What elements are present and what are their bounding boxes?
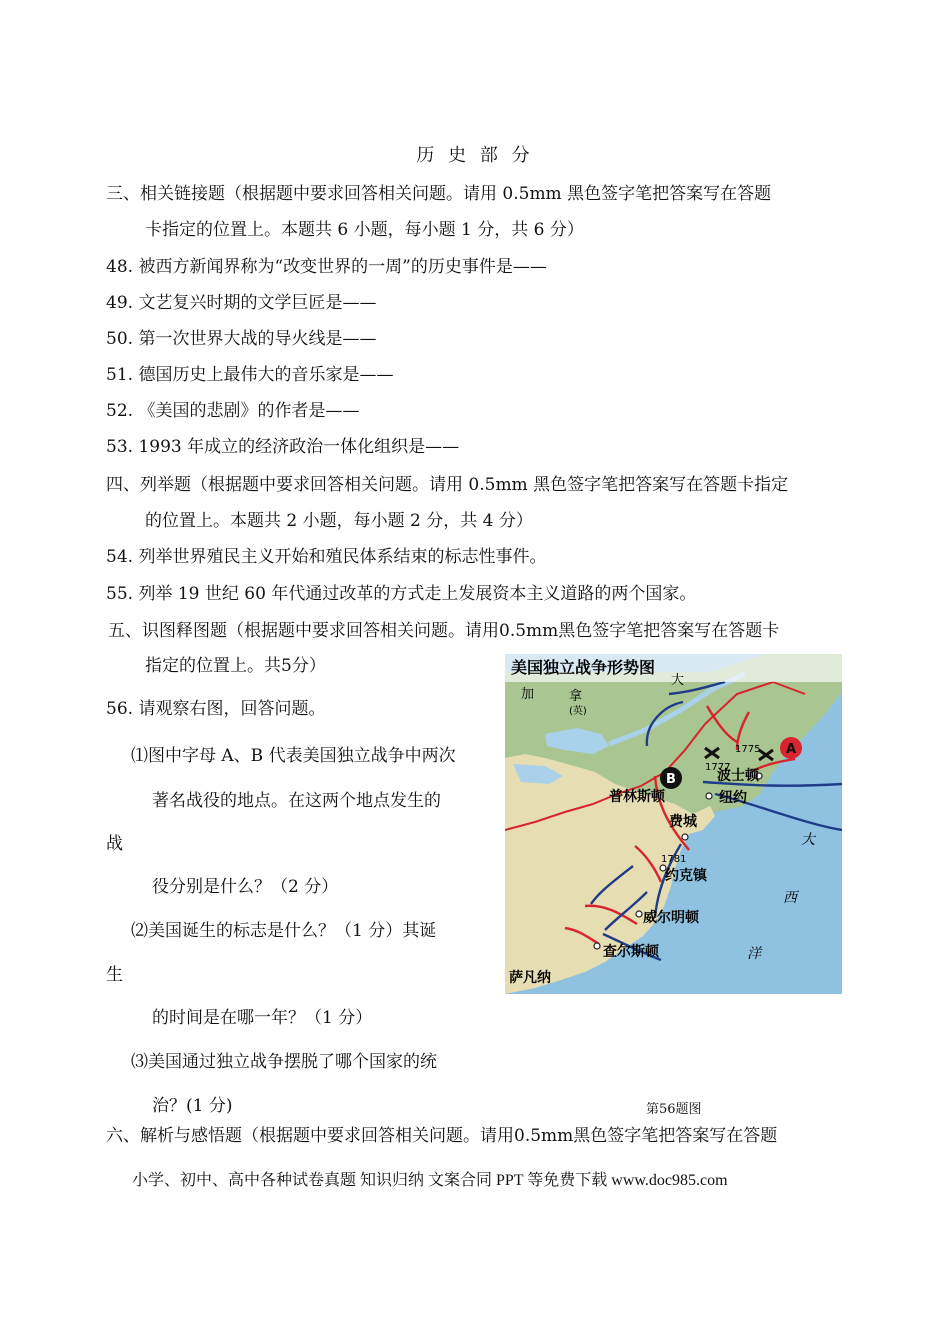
question-50: 50. 第一次世界大战的导火线是—— — [106, 329, 377, 349]
label-canada-2: 拿 — [569, 689, 583, 704]
label-wilmington: 威尔明顿 — [643, 910, 699, 926]
question-56-3-line1: ⑶美国通过独立战争摆脱了哪个国家的统 — [131, 1052, 437, 1072]
label-boston: 波士顿 — [717, 768, 759, 784]
label-ocean-3: 洋 — [747, 946, 761, 962]
label-ocean-2: 西 — [783, 890, 797, 906]
question-52: 52. 《美国的悲剧》的作者是—— — [106, 401, 360, 421]
question-49: 49. 文艺复兴时期的文学巨匠是—— — [106, 293, 377, 313]
label-savannah: 萨凡纳 — [509, 970, 551, 986]
map-title: 美国独立战争形势图 — [511, 658, 656, 677]
question-53: 53. 1993 年成立的经济政治一体化组织是—— — [106, 437, 460, 457]
label-newyork: 纽约 — [719, 790, 747, 806]
war-map — [505, 654, 842, 994]
label-marker-a: A — [786, 742, 797, 757]
label-uk: (英) — [569, 706, 587, 717]
question-48: 48. 被西方新闻界称为“改变世界的一周”的历史事件是—— — [106, 257, 547, 277]
question-51: 51. 德国历史上最伟大的音乐家是—— — [106, 365, 394, 385]
label-ocean-1: 大 — [801, 832, 815, 848]
label-yorktown: 约克镇 — [665, 868, 707, 884]
section-3-heading-cont: 卡指定的位置上。本题共 6 小题，每小题 1 分，共 6 分） — [145, 220, 584, 240]
question-56-2-line2: 生 — [106, 965, 123, 985]
map-caption: 第56题图 — [646, 1102, 702, 1117]
label-canada-1: 加 — [521, 687, 535, 702]
question-56-1-line3: 战 — [106, 834, 123, 854]
label-princeton: 普林斯顿 — [609, 789, 665, 805]
section-4-heading: 四、列举题（根据题中要求回答相关问题。请用 0.5mm 黑色签字笔把答案写在答题卡指定 — [106, 475, 789, 495]
label-marker-b: B — [666, 772, 676, 787]
question-56: 56. 请观察右图，回答问题。 — [106, 699, 326, 719]
question-56-2-line1: ⑵美国诞生的标志是什么？（1 分）其诞 — [131, 921, 437, 941]
footer-ad: 小学、初中、高中各种试卷真题 知识归纳 文案合同 PPT 等免费下载 www.doc985.com — [132, 1172, 728, 1189]
question-54: 54. 列举世界殖民主义开始和殖民体系结束的标志性事件。 — [106, 547, 547, 567]
section-5-heading-cont: 指定的位置上。共5分） — [145, 656, 326, 676]
question-56-2-line3: 的时间是在哪一年？（1 分） — [152, 1008, 373, 1028]
section-5-heading: 五、识图释图题（根据题中要求回答相关问题。请用0.5mm黑色签字笔把答案写在答题卡 — [108, 621, 780, 641]
question-56-1-line1: ⑴图中字母 A、B 代表美国独立战争中两次 — [131, 746, 456, 766]
question-56-1-line4: 役分别是什么？（2 分） — [152, 877, 339, 897]
label-year-1781: 1781 — [661, 854, 687, 865]
section-6-heading: 六、解析与感悟题（根据题中要求回答相关问题。请用0.5mm黑色签字笔把答案写在答题 — [106, 1126, 778, 1146]
section-3-heading: 三、相关链接题（根据题中要求回答相关问题。请用 0.5mm 黑色签字笔把答案写在答题 — [106, 184, 772, 204]
question-55: 55. 列举 19 世纪 60 年代通过改革的方式走上发展资本主义道路的两个国家。 — [106, 584, 697, 604]
question-56-3-line2: 治？(1 分) — [152, 1096, 233, 1116]
question-56-1-line2: 著名战役的地点。在这两个地点发生的 — [152, 791, 441, 811]
label-charleston: 查尔斯顿 — [603, 944, 659, 960]
section-title: 历 史 部 分 — [416, 145, 534, 166]
label-year-1775: 1775 — [735, 744, 761, 755]
label-year-1777: 1777 — [705, 762, 731, 773]
label-philadelphia: 费城 — [669, 814, 697, 830]
section-4-heading-cont: 的位置上。本题共 2 小题，每小题 2 分，共 4 分） — [145, 511, 533, 531]
label-canada-3: 大 — [671, 673, 685, 688]
